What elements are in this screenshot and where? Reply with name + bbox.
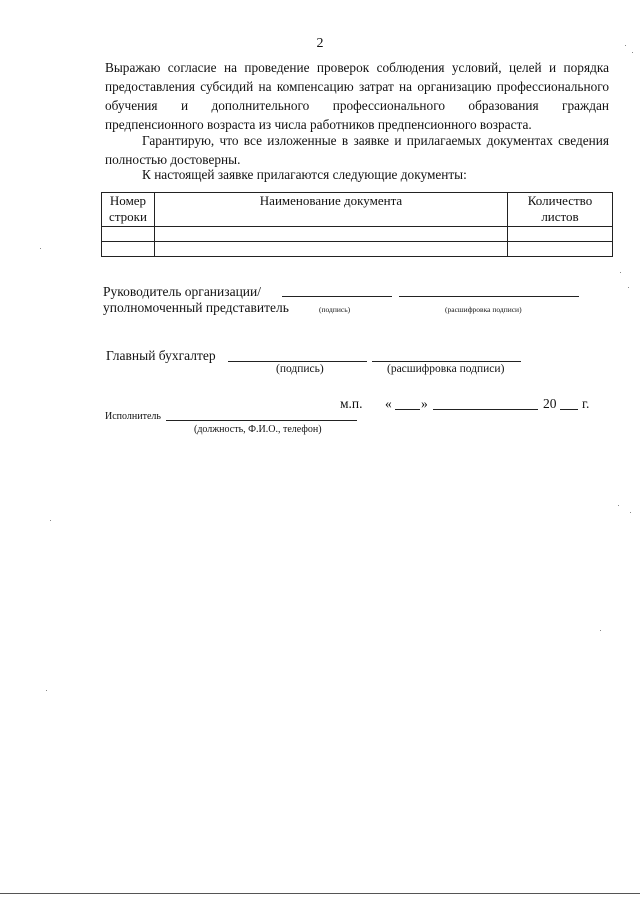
page-number: 2 (316, 36, 324, 51)
head-decode-caption: (расшифровка подписи) (445, 305, 522, 314)
accountant-decode-caption: (расшифровка подписи) (387, 363, 505, 375)
head-signature-field[interactable] (282, 296, 392, 297)
table-cell[interactable] (155, 227, 508, 242)
consent-paragraph: Выражаю согласие на проведение проверок соблюдения условий, целей и порядка предоставления субсидий на компенсацию затрат на организацию профессионального обучения и дополнительного профессионального образования граждан предпенсионного возраста из числа работников предпенсионного возраста. (105, 60, 609, 132)
table-cell[interactable] (102, 242, 155, 257)
scan-speck (630, 512, 631, 513)
col-header-row-number: Номер строки (102, 193, 155, 227)
accountant-label: Главный бухгалтер (106, 348, 216, 363)
scan-speck (628, 287, 629, 288)
executor-field[interactable] (166, 420, 357, 421)
guarantee-paragraph: Гарантирую, что все изложенные в заявке и прилагаемых документах сведения полностью достоверны. (105, 133, 609, 167)
col-header-sheet-count: Количество листов (508, 193, 613, 227)
scan-bottom-edge (0, 893, 640, 894)
table-cell[interactable] (102, 227, 155, 242)
date-year-field[interactable] (560, 409, 578, 410)
scan-speck (50, 520, 51, 521)
table-header-row (102, 193, 613, 227)
scan-speck (46, 690, 47, 691)
scan-speck (625, 45, 626, 46)
table-cell[interactable] (508, 227, 613, 242)
accountant-decode-field[interactable] (372, 361, 521, 362)
documents-table (101, 192, 613, 257)
table-row (102, 242, 613, 257)
accountant-signature-caption: (подпись) (276, 363, 324, 375)
date-open-quote: « (385, 396, 392, 411)
date-month-field[interactable] (433, 409, 538, 410)
scan-speck (618, 505, 619, 506)
head-label-line1: Руководитель организации/ (103, 284, 262, 299)
scan-speck (40, 248, 41, 249)
scan-speck (600, 630, 601, 631)
year-prefix: 20 (543, 396, 557, 411)
col-header-document-name: Наименование документа (155, 193, 508, 227)
date-close-quote: » (421, 396, 428, 411)
head-signature-caption: (подпись) (319, 305, 351, 314)
attached-documents-paragraph: К настоящей заявке прилагаются следующие документы: (142, 167, 467, 182)
scan-speck (632, 52, 633, 53)
head-signature-decode-field[interactable] (399, 296, 579, 297)
table-cell[interactable] (155, 242, 508, 257)
table-row (102, 227, 613, 242)
stamp-place-label: м.п. (340, 396, 363, 411)
table-cell[interactable] (508, 242, 613, 257)
executor-label: Исполнитель (105, 411, 161, 422)
head-label-line2: уполномоченный представитель (103, 300, 289, 315)
date-day-field[interactable] (395, 409, 420, 410)
scan-speck (620, 272, 621, 273)
accountant-signature-field[interactable] (228, 361, 367, 362)
executor-caption: (должность, Ф.И.О., телефон) (194, 424, 322, 435)
year-suffix: г. (582, 396, 590, 411)
